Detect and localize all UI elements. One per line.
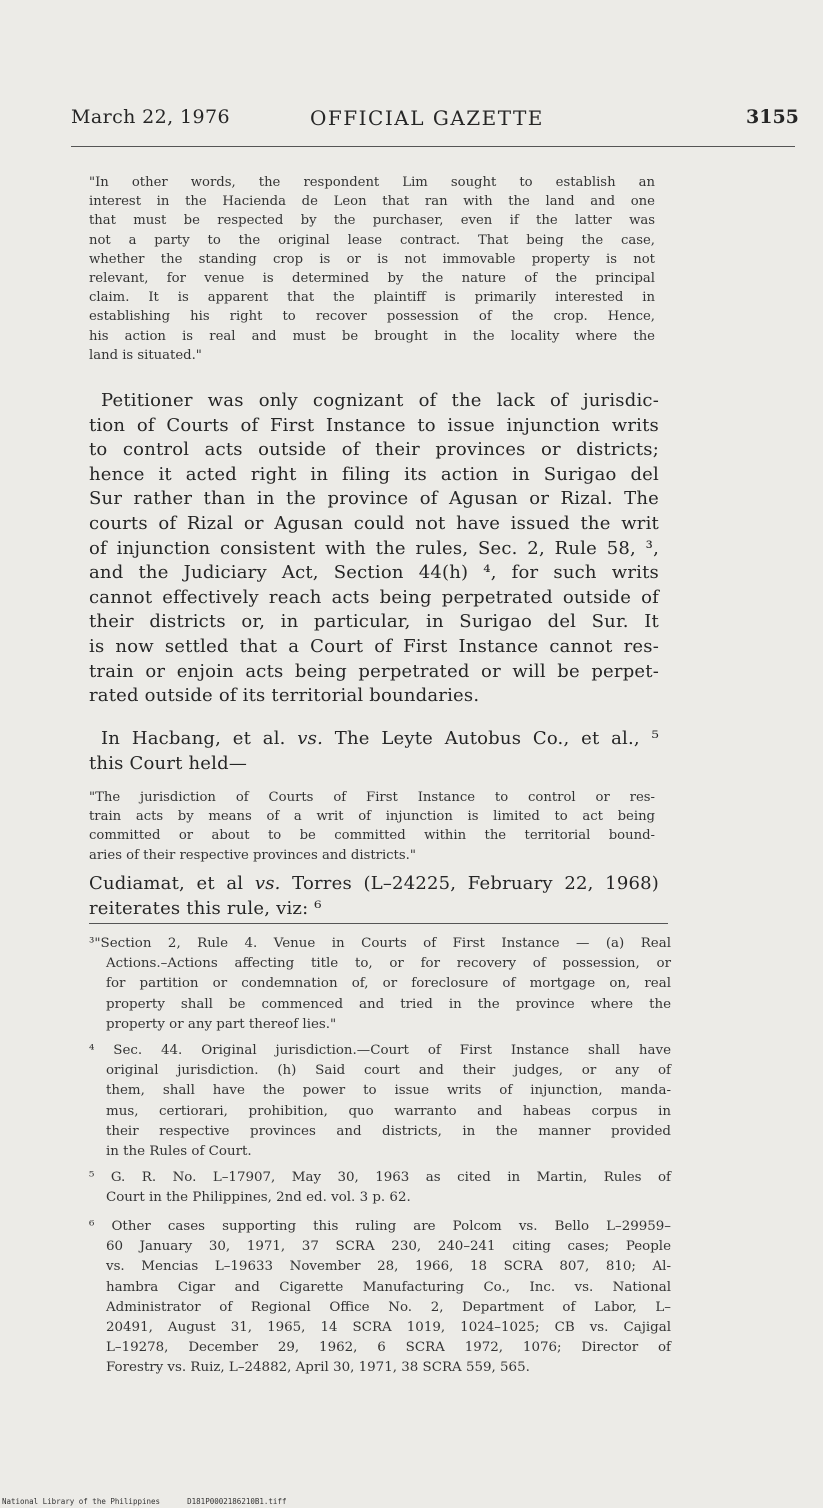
text-line: original jurisdiction. (h) Said court and their judges, or any of — [106, 1063, 671, 1079]
text-line: claim. It is apparent that the plaintiff is primarily interested in — [89, 290, 655, 306]
footnote-5 — [89, 1168, 671, 1208]
text-line: interest in the Hacienda de Leon that ran with the land and one — [89, 194, 655, 210]
text-line: L–19278, December 29, 1962, 6 SCRA 1972, 1076; Director of — [106, 1340, 671, 1356]
text-line: ⁵ G. R. No. L–17907, May 30, 1963 as cited in Martin, Rules of — [89, 1170, 671, 1185]
text-line: Petitioner was only cognizant of the lack of jurisdic- — [101, 390, 659, 411]
text-line: reiterates this rule, viz: ⁶ — [89, 897, 322, 919]
text-line: "The jurisdiction of Courts of First Instance to control or res- — [89, 790, 655, 805]
text-line: establishing his right to recover possession of the crop. Hence, — [89, 309, 655, 325]
case-name-part: In Hacbang, et al. — [101, 728, 298, 749]
header-title: OFFICIAL GAZETTE — [310, 106, 544, 130]
header-rule — [71, 146, 795, 147]
footnote-rule — [89, 923, 668, 924]
text-line: in the Rules of Court. — [106, 1144, 252, 1160]
header-date: March 22, 1976 — [71, 106, 230, 128]
text-line: relevant, for venue is determined by the nature of the principal — [89, 271, 655, 287]
text-line: vs. Mencias L–19633 November 28, 1966, 18 SCRA 807, 810; Al- — [106, 1259, 671, 1275]
text-line: not a party to the original lease contract. That being the case, — [89, 232, 655, 248]
text-line: whether the standing crop is or is not immovable property is not — [89, 251, 655, 267]
versus-italic: vs. — [297, 728, 324, 749]
text-line: hambra Cigar and Cigarette Manufacturing Co., Inc. vs. National — [106, 1279, 671, 1295]
versus-italic: vs. — [254, 873, 281, 894]
text-line: mus, certiorari, prohibition, quo warranto and habeas corpus in — [106, 1103, 671, 1119]
text-line: Sur rather than in the province of Agusan or Rizal. The — [89, 488, 659, 510]
text-line: hence it acted right in filing its action in Surigao del — [89, 463, 659, 485]
text-line: tion of Courts of First Instance to issue injunction writs — [89, 414, 659, 436]
text-line: property shall be commenced and tried in the province where the — [106, 996, 671, 1012]
text-line: his action is real and must be brought in the locality where the — [89, 328, 655, 344]
text-line: their respective provinces and districts, in the manner provided — [106, 1123, 671, 1139]
text-line: Administrator of Regional Office No. 2, Department of Labor, L– — [106, 1299, 671, 1315]
footnote-4 — [89, 1041, 671, 1162]
footnote-3 — [89, 934, 671, 1035]
text-line — [89, 872, 659, 897]
text-line: ⁴ Sec. 44. Original jurisdiction.—Court of First Instance shall have — [89, 1043, 671, 1058]
text-line: of injunction consistent with the rules, Sec. 2, Rule 58, ³, — [89, 537, 659, 559]
text-line: 20491, August 31, 1965, 14 SCRA 1019, 1024–1025; CB vs. Cajigal — [106, 1320, 671, 1336]
text-line: for partition or condemnation of, or foreclosure of mortgage on, real — [106, 976, 671, 992]
text-line: Actions.–Actions affecting title to, or for recovery of possession, or — [106, 956, 671, 972]
text-line: and the Judiciary Act, Section 44(h) ⁴, for such writs — [89, 562, 659, 584]
text-line: Forestry vs. Ruiz, L–24882, April 30, 1971, 38 SCRA 559, 565. — [106, 1360, 530, 1376]
paragraph-hacbang — [89, 727, 659, 776]
text-line: aries of their respective provinces and districts." — [89, 847, 416, 863]
text-line: courts of Rizal or Agusan could not have issued the writ — [89, 512, 659, 534]
footer-source: National Library of the Philippines — [2, 1497, 161, 1506]
text-line: ⁶ Other cases supporting this ruling are Polcom vs. Bello L–29959– — [89, 1219, 671, 1234]
page-number: 3155 — [746, 106, 799, 128]
text-line: train acts by means of a writ of injunction is limited to act being — [89, 809, 655, 825]
case-name-part: Torres (L–24225, February 22, 1968) — [280, 873, 659, 894]
text-line: ³"Section 2, Rule 4. Venue in Courts of First Instance — (a) Real — [89, 936, 671, 951]
scan-footer — [2, 1497, 286, 1506]
text-line: land is situated." — [89, 347, 202, 363]
text-line: is now settled that a Court of First Instance cannot res- — [89, 635, 659, 657]
case-name-part: The Leyte Autobus Co., et al., ⁵ — [323, 728, 659, 749]
text-line: property or any part thereof lies." — [106, 1016, 337, 1032]
block-quote-lim — [89, 173, 655, 365]
footnote-6 — [89, 1217, 671, 1379]
text-line: committed or about to be committed within the territorial bound- — [89, 828, 655, 844]
text-line: rated outside of its territorial boundaries. — [89, 685, 480, 707]
footer-file: D181P0002186210B1.tiff — [187, 1497, 287, 1506]
paragraph-petitioner — [89, 389, 659, 709]
text-line: train or enjoin acts being perpetrated or will be perpet- — [89, 660, 659, 682]
text-line: that must be respected by the purchaser, even if the latter was — [89, 213, 655, 229]
case-name-part: Cudiamat, et al — [89, 873, 255, 894]
text-line — [89, 727, 659, 752]
text-line: their districts or, in particular, in Surigao del Sur. It — [89, 611, 659, 633]
text-line: Court in the Philippines, 2nd ed. vol. 3 p. 62. — [106, 1190, 411, 1206]
block-quote-hacbang — [89, 788, 655, 865]
text-line: cannot effectively reach acts being perpetrated outside of — [89, 586, 659, 608]
text-line: to control acts outside of their provinces or districts; — [89, 439, 659, 461]
text-line: this Court held— — [89, 752, 248, 774]
text-line: "In other words, the respondent Lim sought to establish an — [89, 175, 655, 190]
paragraph-cudiamat — [89, 872, 659, 921]
text-line: 60 January 30, 1971, 37 SCRA 230, 240–241 citing cases; People — [106, 1239, 671, 1255]
text-line: them, shall have the power to issue writs of injunction, manda- — [106, 1083, 671, 1099]
